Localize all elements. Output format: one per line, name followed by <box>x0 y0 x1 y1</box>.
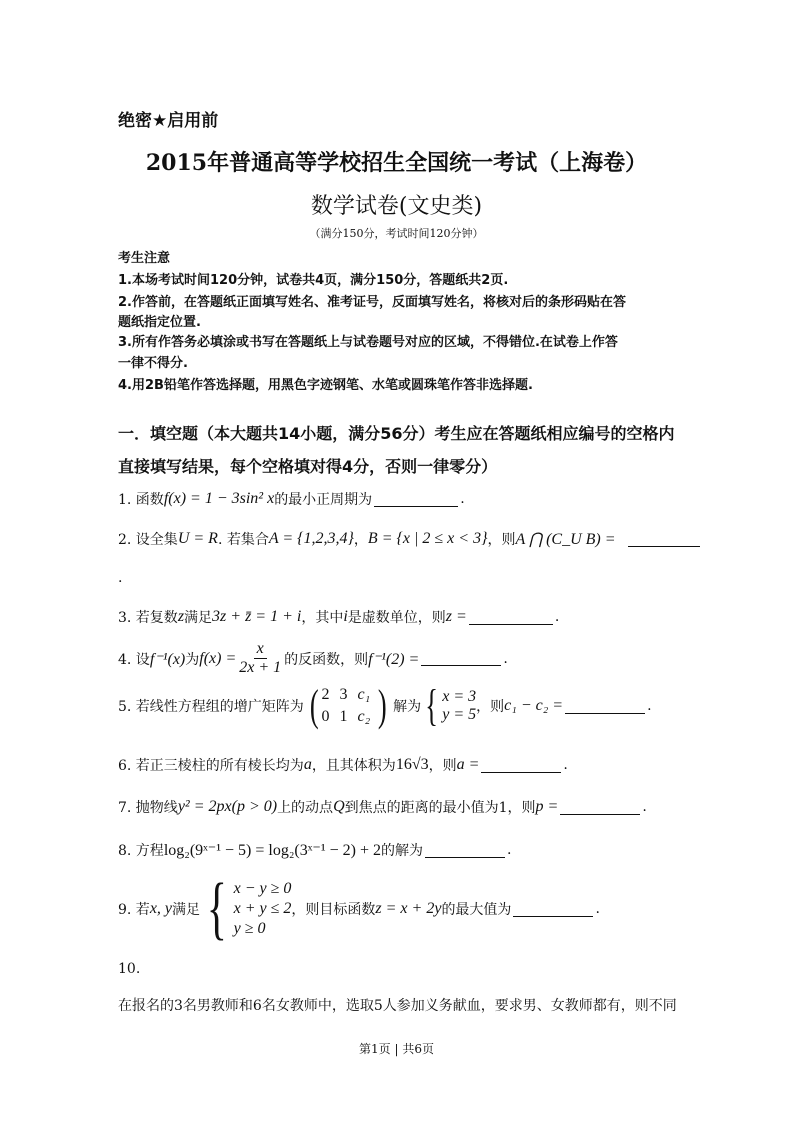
q-text: 解为 <box>393 699 422 715</box>
q-text: ，则 <box>476 699 505 715</box>
q-text: 4. 设 <box>118 651 150 668</box>
section-heading: 一．填空题（本大题共14小题，满分56分）考生应在答题纸相应编号的空格内 <box>118 424 675 443</box>
exam-subtitle: 数学试卷(文史类) <box>310 194 483 219</box>
q-math: Q <box>333 798 345 815</box>
q2-continuation: . <box>118 570 123 586</box>
constraint: y ≥ 0 <box>233 920 266 937</box>
classification-label: 绝密★启用前 <box>118 111 219 131</box>
note-line: 题纸指定位置. <box>118 315 201 330</box>
question-2 <box>118 529 702 549</box>
answer-blank[interactable] <box>565 699 645 714</box>
q-math: z <box>177 608 185 625</box>
question-5: 5. 若线性方程组的增广矩阵为 ( 2 3 c₁ 0 1 c₂ ) 解为 { x = 3 y = 5 ，则 c₁ − c₂ = . <box>118 681 652 730</box>
question-10-number: 10. <box>118 961 141 977</box>
section-heading-cont: 直接填写结果，每个空格填对得4分，否则一律零分） <box>118 457 498 476</box>
q-text: 满足 <box>184 610 213 626</box>
q-text: ， <box>353 532 368 548</box>
q-text: 是虚数单位，则 <box>347 610 446 626</box>
question-3: 3. 若复数 z 满足 3z + z̄ = 1 + i ，其中 i 是虚数单位，则 z = . <box>118 608 560 626</box>
q-text: 的反函数，则 <box>284 651 369 668</box>
q-text: ，则 <box>428 758 457 774</box>
q-text: . 若集合 <box>217 532 269 548</box>
constraint-system <box>234 880 292 938</box>
q-math: c₁ − c₂ = <box>504 697 564 714</box>
equation-system <box>442 688 476 724</box>
matrix-cell: 3 <box>339 686 348 703</box>
q-text: 3. 若复数 <box>118 610 178 626</box>
q-math: a <box>303 756 312 773</box>
answer-blank[interactable] <box>421 651 501 666</box>
q-math: z = <box>445 608 467 625</box>
constraint: x − y ≥ 0 <box>233 880 292 897</box>
note-line: 1.本场考试时间120分钟，试卷共4页，满分150分，答题纸共2页. <box>118 273 509 288</box>
q-math: x, y <box>149 900 173 917</box>
q-math: B = {x | 2 ≤ x < 3} <box>367 530 488 547</box>
answer-blank[interactable] <box>374 492 458 507</box>
matrix-cell: 1 <box>339 708 348 725</box>
q-text: 的最大值为 <box>441 902 512 918</box>
question-4: 4. 设 f⁻¹(x) 为 f(x) = $\frac{x}{2x + 1}$ 的反函数，则 f⁻¹(2) = . <box>118 640 508 676</box>
q-text: 的解为 <box>381 843 423 859</box>
matrix-cell: 2 <box>321 686 330 703</box>
q-math: a = <box>456 756 480 773</box>
q-text: 的最小正周期为 <box>274 492 373 508</box>
constraint: x + y ≤ 2 <box>233 900 292 917</box>
q-math: i <box>343 608 348 625</box>
q-math: log₂(9ˣ⁻¹ − 5) = log₂(3ˣ⁻¹ − 2) + 2 <box>163 842 381 859</box>
matrix-cell: c₂ <box>357 708 371 725</box>
q-math: 16√3 <box>395 756 429 773</box>
q-text: 为 <box>185 651 200 668</box>
matrix-cell: 0 <box>321 708 330 725</box>
answer-blank[interactable] <box>628 532 700 547</box>
question-8: 8. 方程 log₂(9ˣ⁻¹ − 5) = log₂(3ˣ⁻¹ − 2) + 2 的解为 . <box>118 842 512 859</box>
answer-blank[interactable] <box>425 843 505 858</box>
q-text: 上的动点 <box>277 800 334 816</box>
equation: y = 5 <box>442 706 477 723</box>
q-math: 3z + z̄ = 1 + i <box>212 608 302 625</box>
q-math: f(x) = 1 − 3sin² x <box>163 490 275 507</box>
brace-icon: { <box>206 870 227 947</box>
notes-heading: 考生注意 <box>118 251 171 266</box>
question-9: 9. 若 x, y 满足 { x − y ≥ 0 x + y ≤ 2 y ≥ 0 ，则目标函数 z = x + 2y 的最大值为 . <box>118 870 600 947</box>
note-line: 2.作答前，在答题纸正面填写姓名、准考证号，反面填写姓名，将核对后的条形码贴在答 <box>118 295 626 310</box>
numerator: x <box>254 640 267 659</box>
q-text: 5. 若线性方程组的增广矩阵为 <box>118 699 304 715</box>
equation: x = 3 <box>442 688 477 705</box>
question-10-text: 在报名的3名男教师和6名女教师中，选取5人参加义务献血，要求男、女教师都有，则不同 <box>118 998 677 1014</box>
denominator: 2x + 1 <box>239 659 282 676</box>
q-math: f(x) = <box>199 649 237 667</box>
q-math: z = x + 2y <box>375 900 442 917</box>
page-footer: 第1页 | 共6页 <box>359 1042 434 1056</box>
answer-blank[interactable] <box>481 758 561 773</box>
q-text: 满足 <box>172 902 201 918</box>
q-text: 6. 若正三棱柱的所有棱长均为 <box>118 758 304 774</box>
q-math: U = R <box>177 530 218 547</box>
q-math: A ⋂ (C_U B) = <box>515 531 616 548</box>
q-text: ，则目标函数 <box>291 902 376 918</box>
answer-blank[interactable] <box>513 902 593 917</box>
answer-blank[interactable] <box>560 800 640 815</box>
q-math: p = <box>535 798 559 815</box>
q-text: 7. 抛物线 <box>118 800 178 816</box>
question-7: 7. 抛物线 y² = 2px(p > 0) 上的动点 Q 到焦点的距离的最小值为1，则 p = . <box>118 798 647 816</box>
note-line: 4.用2B铅笔作答选择题，用黑色字迹钢笔、水笔或圆珠笔作答非选择题. <box>118 378 533 393</box>
q-text: 9. 若 <box>118 902 150 918</box>
note-line: 一律不得分. <box>118 356 188 371</box>
q-text: 1. 函数 <box>118 492 164 508</box>
q-math: y² = 2px(p > 0) <box>177 798 278 815</box>
q-text: ，则 <box>487 532 516 548</box>
exam-meta: （满分150分，考试时间120分钟） <box>309 227 484 240</box>
matrix-cell: c₁ <box>357 686 371 703</box>
q-math: A = {1,2,3,4} <box>268 530 354 547</box>
q-math: f⁻¹(2) = <box>368 650 420 668</box>
q-text: ，且其体积为 <box>311 758 396 774</box>
fraction <box>239 640 281 677</box>
q-text: 2. 设全集 <box>118 532 178 548</box>
brace-icon: { <box>425 681 439 730</box>
answer-blank[interactable] <box>469 610 553 625</box>
q-math: f⁻¹(x) <box>149 650 186 668</box>
q-text: 8. 方程 <box>118 843 164 859</box>
question-6: 6. 若正三棱柱的所有棱长均为 a ，且其体积为 16√3 ，则 a = . <box>118 756 568 774</box>
question-1: 1. 函数 f(x) = 1 − 3sin² x 的最小正周期为 . <box>118 490 465 508</box>
note-line: 3.所有作答务必填涂或书写在答题纸上与试卷题号对应的区域，不得错位.在试卷上作答 <box>118 335 618 350</box>
q-text: 到焦点的距离的最小值为1，则 <box>344 800 536 816</box>
q-text: ，其中 <box>301 610 344 626</box>
exam-title: 2015年普通高等学校招生全国统一考试（上海卷） <box>145 150 648 176</box>
augmented-matrix: ( 2 3 c₁ 0 1 c₂ ) <box>309 681 388 730</box>
